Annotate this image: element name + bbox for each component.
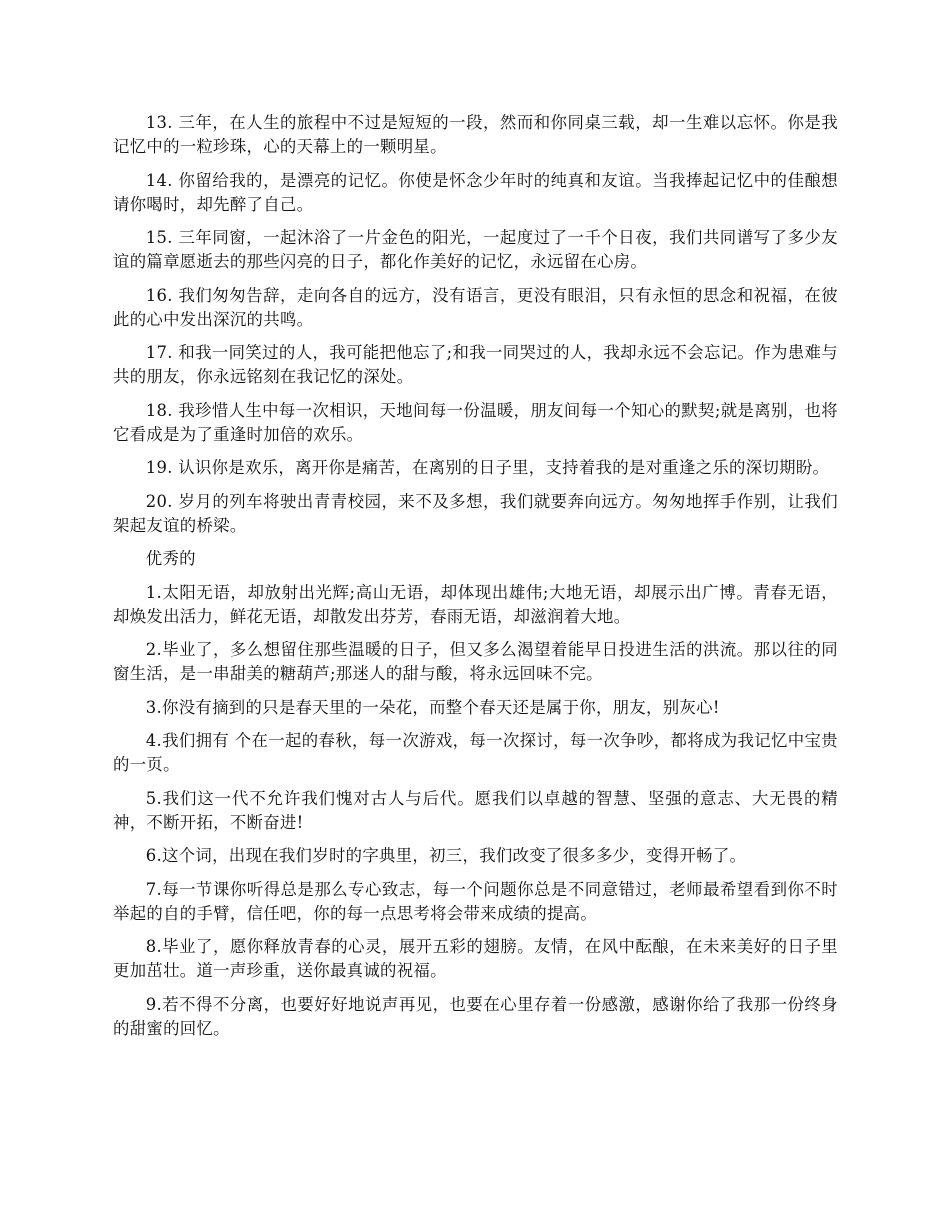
paragraph-13: 13. 三年，在人生的旅程中不过是短短的一段，然而和你同桌三载，却一生难以忘怀。你是我记忆中的一粒珍珠，心的天幕上的一颗明星。 <box>113 113 838 156</box>
paragraph-17: 17. 和我一同笑过的人，我可能把他忘了;和我一同哭过的人，我却永远不会忘记。作为患难与共的朋友，你永远铭刻在我记忆的深处。 <box>113 343 838 386</box>
paragraph-15: 15. 三年同窗，一起沐浴了一片金色的阳光，一起度过了一千个日夜，我们共同谱写了多少友谊的篇章愿逝去的那些闪亮的日子，都化作美好的记忆，永远留在心房。 <box>113 228 838 271</box>
paragraph-19: 19. 认识你是欢乐，离开你是痛苦，在离别的日子里，支持着我的是对重逢之乐的深切期盼。 <box>145 458 830 477</box>
section-heading: 优秀的 <box>145 549 196 568</box>
paragraph-8: 8.毕业了，愿你释放青春的心灵，展开五彩的翅膀。友情，在风中酝酿，在未来美好的日子里更加茁壮。道一声珍重，送你最真诚的祝福。 <box>113 937 838 980</box>
paragraph-20: 20. 岁月的列车将驶出青青校园，来不及多想，我们就要奔向远方。匆匆地挥手作别，让我们架起友谊的桥梁。 <box>113 491 838 535</box>
paragraph-1: 1.太阳无语，却放射出光辉;高山无语，却体现出雄伟;大地无语，却展示出广博。青春无语，却焕发出活力，鲜花无语，却散发出芬芳，春雨无语，却滋润着大地。 <box>113 582 838 626</box>
paragraph-4: 4.我们拥有 个在一起的春秋，每一次游戏，每一次探讨，每一次争吵，都将成为我记忆中宝贵的一页。 <box>113 731 838 774</box>
paragraph-6: 6.这个词，出现在我们岁时的字典里，初三，我们改变了很多多少，变得开畅了。 <box>145 846 747 865</box>
paragraph-18: 18. 我珍惜人生中每一次相识，天地间每一份温暖，朋友间每一个知心的默契;就是离别，也将它看成是为了重逢时加倍的欢乐。 <box>113 400 838 444</box>
paragraph-9: 9.若不得不分离，也要好好地说声再见，也要在心里存着一份感激，感谢你给了我那一份终身的甜蜜的回忆。 <box>113 994 838 1038</box>
paragraph-3: 3.你没有摘到的只是春天里的一朵花，而整个春天还是属于你，朋友，别灰心! <box>145 697 720 717</box>
paragraph-7: 7.每一节课你听得总是那么专心致志，每一个问题你总是不同意错过，老师最希望看到你不时举起的自的手臂，信任吧，你的每一点思考将会带来成绩的提高。 <box>113 879 838 923</box>
paragraph-2: 2.毕业了，多么想留住那些温暖的日子，但又多么渴望着能早日投进生活的洪流。那以往的同窗生活，是一串甜美的糖葫芦;那迷人的甜与酸，将永远回味不完。 <box>113 640 838 683</box>
paragraph-14: 14. 你留给我的，是漂亮的记忆。你使是怀念少年时的纯真和友谊。当我捧起记忆中的佳酿想请你喝时，却先醉了自己。 <box>113 170 838 214</box>
paragraph-5: 5.我们这一代不允许我们愧对古人与后代。愿我们以卓越的智慧、坚强的意志、大无畏的精神，不断开拓，不断奋进! <box>113 788 838 832</box>
document-body <box>113 111 838 1050</box>
paragraph-16: 16. 我们匆匆告辞，走向各自的远方，没有语言，更没有眼泪，只有永恒的思念和祝福，在彼此的心中发出深沉的共鸣。 <box>113 285 838 329</box>
